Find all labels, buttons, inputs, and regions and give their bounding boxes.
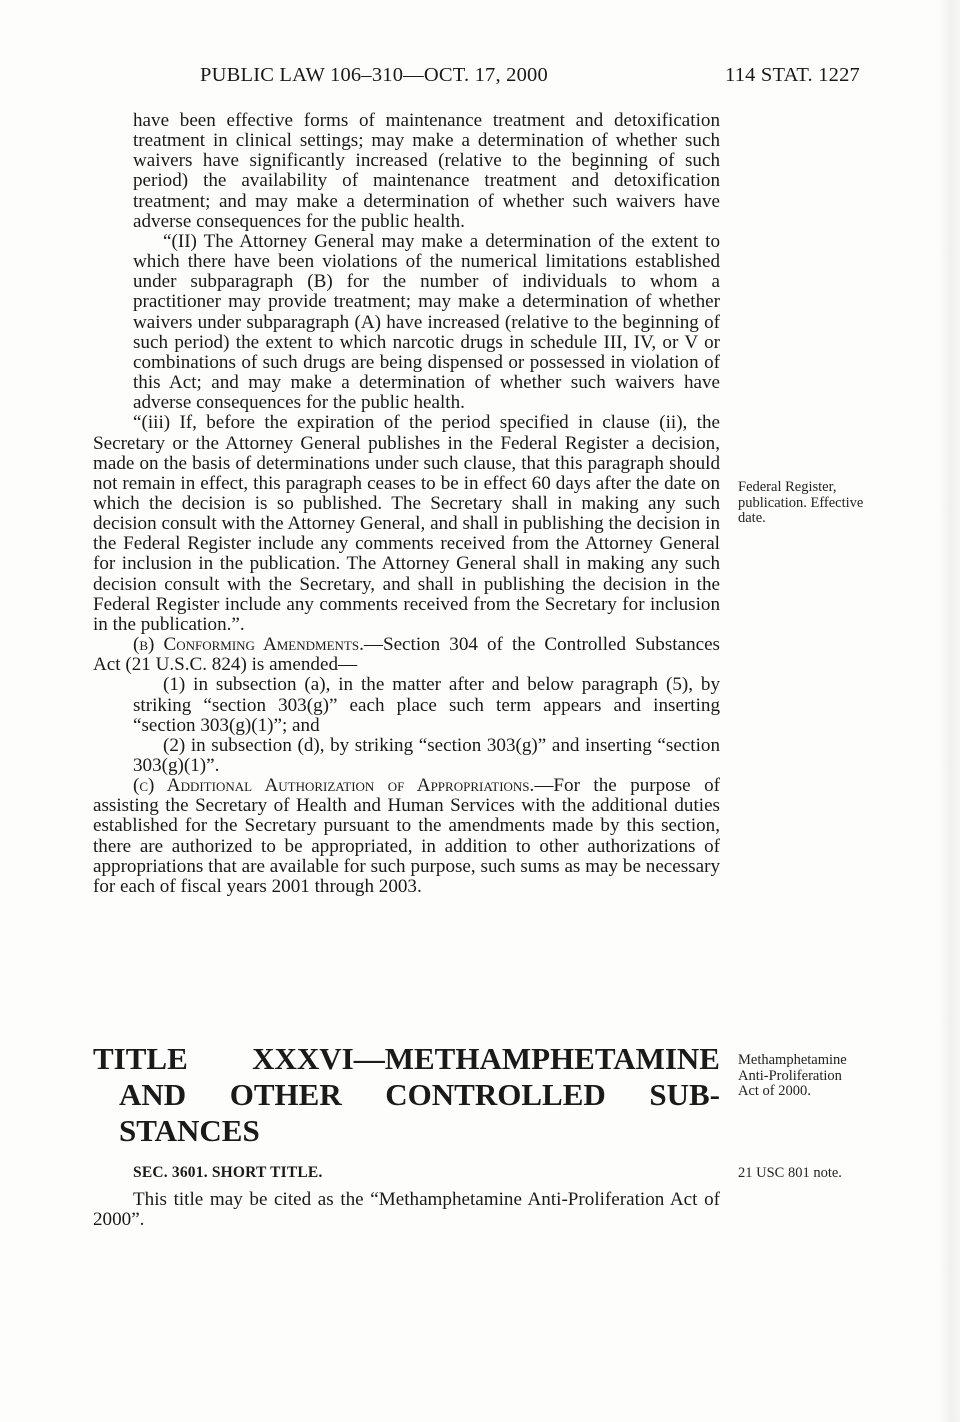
- title-word-controlled: CONTROLLED: [385, 1077, 606, 1112]
- conforming-amendments-text: —Section 304 of the Controlled Substances Act (21 U.S.C. 824) is amended—: [93, 634, 720, 676]
- paragraph-federal-register-decision: “(iii) If, before the expiration of the period specified in clause (ii), the Secretary or the Attorney General publishes in the Federal Register a decision, made on the basis of determinations under such clause, that this paragraph should not remain in effect, this paragraph ceases to be in effect 60 days after the date on which the decision is so published. The Secretary shall in making any such decision consult with the Attorney General, and shall in publishing the decision in the Federal Register include any comments received from the Attorney General for inclusion in the publication. The Attorney General shall in making any such decision consult with the Secretary, and shall in publishing the decision in the Federal Register include any comments received from the Secretary for inclusion in the publication.”.: [93, 412, 720, 635]
- appropriations-label: (c) Additional Authorization of Appropriations.: [133, 775, 535, 797]
- title-word-and: AND: [119, 1077, 187, 1112]
- body-text: [93, 111, 720, 897]
- paragraph-subsection-d: (2) in subsection (d), by striking “section 303(g)” and inserting “section 303(g)(1)”.: [133, 734, 720, 776]
- paragraph-maintenance-treatment: have been effective forms of maintenance treatment and detoxification treatment in clinical settings; may make a determination of whether such waivers have significantly increased (relative to the beginning of such period) the availability of maintenance treatment and detoxification treatment; and may make a determination of whether such waivers have adverse consequences for the public health.: [133, 110, 720, 232]
- title-line-3: [93, 1113, 720, 1149]
- title-word: TITLE: [93, 1041, 188, 1076]
- section-text: This title may be cited as the “Methamphetamine Anti-Proliferation Act of 2000”.: [93, 1189, 720, 1231]
- statute-page-number: 114 STAT. 1227: [725, 64, 860, 86]
- paragraph-conforming-amendments: [93, 635, 720, 675]
- margin-note-short-title: Methamphetamine Anti-Proliferation Act of 2000.: [738, 1052, 847, 1099]
- paragraph-subsection-a: (1) in subsection (a), in the matter after and below paragraph (5), by striking “section 303(g)” each place such term appears and inserting “section 303(g)(1)”; and: [133, 674, 720, 736]
- section-heading: SEC. 3601. SHORT TITLE.: [133, 1164, 323, 1181]
- appropriations-text: —For the purpose of assisting the Secretary of Health and Human Services with the additional duties established for the Secretary pursuant to the amendments made by this section, there are authorized to be appropriated, in addition to other authorizations of appropriations that are available for such purpose, such sums as may be necessary for each of fiscal years 2001 through 2003.: [93, 775, 721, 897]
- margin-note-federal-register: Federal Register, publication. Effective date.: [738, 479, 864, 526]
- margin-note-usc: 21 USC 801 note.: [738, 1165, 842, 1181]
- title-line-2: [93, 1077, 720, 1113]
- title-heading: [93, 1041, 720, 1149]
- title-number: XXXVI—METHAMPHETAMINE: [252, 1041, 720, 1076]
- title-word-other: OTHER: [229, 1077, 342, 1112]
- title-line-1: [93, 1041, 720, 1077]
- conforming-amendments-label: (b) Conforming Amendments.: [133, 634, 364, 656]
- public-law-citation: PUBLIC LAW 106–310—OCT. 17, 2000: [200, 64, 548, 86]
- paragraph-attorney-general-determination: “(II) The Attorney General may make a determination of the extent to which there have been violations of the numerical limitations established under subparagraph (B) for the number of individuals to whom a practitioner may provide treatment; may make a determination of whether waivers under subparagraph (A) have increased (relative to the beginning of such period) the extent to which narcotic drugs in schedule III, IV, or V or combinations of such drugs are being dispensed or possessed in violation of this Act; and may make a determination of whether such waivers have adverse consequences for the public health.: [133, 230, 720, 414]
- title-word-stances: STANCES: [119, 1113, 260, 1148]
- section-body: [93, 1190, 720, 1230]
- paragraph-appropriations: [93, 776, 720, 897]
- title-word-sub: SUB-: [649, 1077, 720, 1112]
- page-edge-shadow: [938, 0, 960, 1422]
- running-head: [200, 64, 860, 88]
